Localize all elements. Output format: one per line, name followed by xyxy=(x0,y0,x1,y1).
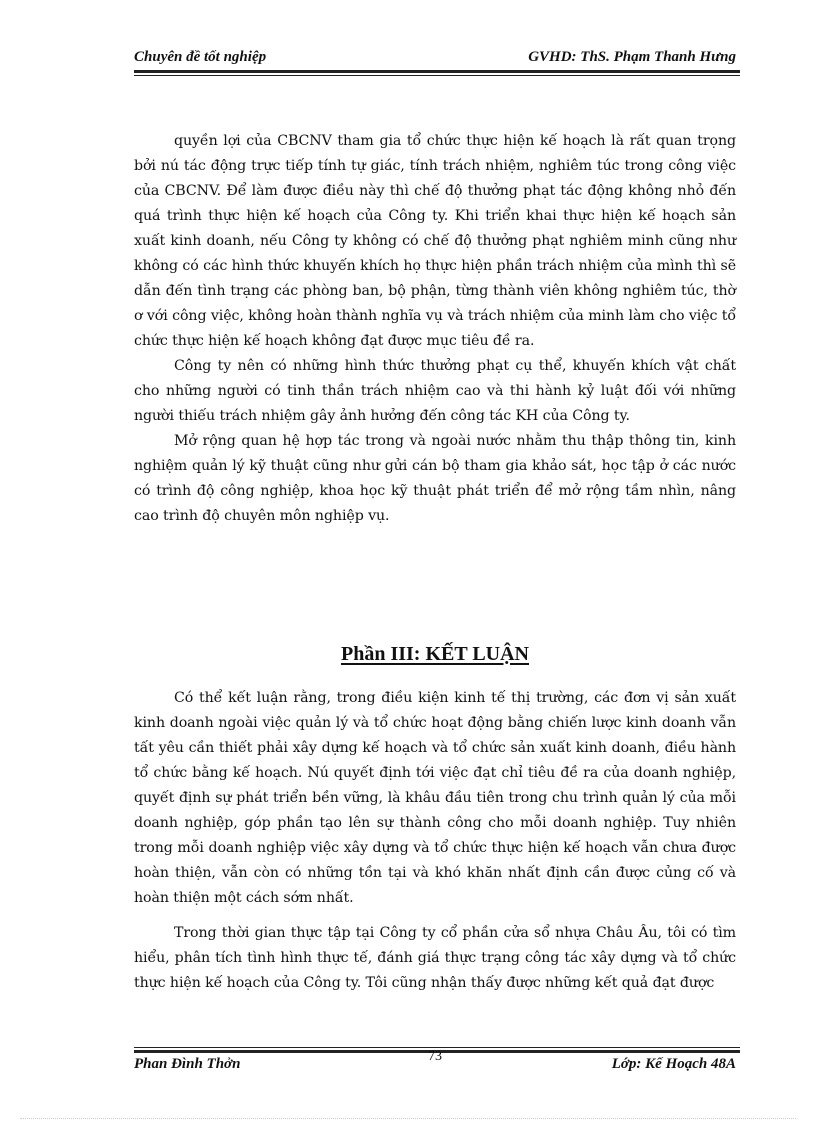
paragraph: Trong thời gian thực tập tại Công ty cổ phần cửa sổ nhựa Châu Âu, tôi có tìm hiểu, phân tích tình hình thực tế, đánh giá thực trạng công tác xây dựng và tổ chức thực hiện kế hoạch của Công ty. Tôi cũng nhận thấy được những kết quả đạt được xyxy=(134,925,736,991)
section-heading: Phần III: KẾT LUẬN xyxy=(340,643,530,665)
footer-rule-thin xyxy=(134,1047,740,1048)
section-conclusion xyxy=(134,686,736,996)
paragraph: Có thể kết luận rằng, trong điều kiện kinh tế thị trường, các đơn vị sản xuất kinh doanh ngoài việc quản lý và tổ chức hoạt động bằng chiến lược kinh doanh vẫn tất yêu cần thiết phải xây dựng kế hoạch và tổ chức sản xuất kinh doanh, điều hành tổ chức bằng kế hoạch. Nú quyết định tới việc đạt chỉ tiêu đề ra của doanh nghiệp, quyết định sự phát triển bền vững, là khâu đầu tiên trong chu trình quản lý của mỗi doanh nghiệp, góp phần tạo lên sự thành công cho mỗi doanh nghiệp. Tuy nhiên trong mỗi doanh nghiệp việc xây dựng và tổ chức thực hiện kế hoạch vẫn chưa được hoàn thiện, vẫn còn có những tồn tại và khó khăn nhất định cần được củng cố và hoàn thiện một cách sớm nhất. xyxy=(134,690,736,906)
section-recommendations xyxy=(134,129,736,529)
footer-class: Lớp: Kế Hoạch 48A xyxy=(611,1056,736,1072)
header-left-title: Chuyên đề tốt nghiệp xyxy=(134,49,267,65)
paragraph: Mở rộng quan hệ hợp tác trong và ngoài nước nhằm thu thập thông tin, kinh nghiệm quản lý kỹ thuật cũng như gửi cán bộ tham gia khảo sát, học tập ở các nước có trình độ công nghiệp, khoa học kỹ thuật phát triển để mở rộng tầm nhìn, nâng cao trình độ chuyên môn nghiệp vụ. xyxy=(134,433,736,524)
bottom-dotted-border xyxy=(20,1118,796,1119)
page-number: 73 xyxy=(428,1049,442,1064)
paragraph: quyền lợi của CBCNV tham gia tổ chức thực hiện kế hoạch là rất quan trọng bởi nú tác động trực tiếp tính tự giác, tính trách nhiệm, nghiêm túc trong công việc của CBCNV. Để làm được điều này thì chế độ thưởng phạt tác động không nhỏ đến quá trình thực hiện kế hoạch của Công ty. Khi triển khai thực hiện kế hoạch sản xuất kinh doanh, nếu Công ty không có chế độ thưởng phạt nghiêm minh cũng như không có các hình thức khuyến khích họ thực hiện phần trách nhiệm của mình thì sẽ dẫn đến tình trạng các phòng ban, bộ phận, từng thành viên không nghiêm túc, thờ ơ với công việc, không hoàn thành nghĩa vụ và trách nhiệm của minh làm cho việc tổ chức thực hiện kế hoạch không đạt được mục tiêu đề ra. xyxy=(134,133,736,349)
header-right-advisor: GVHD: ThS. Phạm Thanh Hưng xyxy=(528,49,736,65)
page-footer xyxy=(134,1049,736,1076)
header-rule-thin xyxy=(134,75,740,76)
paragraph: Công ty nên có những hình thức thưởng phạt cụ thể, khuyến khích vật chất cho những người có tinh thần trách nhiệm cao và thi hành kỷ luật đối với những người thiếu trách nhiệm gây ảnh hưởng đến công tác KH của Công ty. xyxy=(134,358,736,424)
page-header xyxy=(134,49,736,69)
header-rule-thick xyxy=(134,70,740,73)
footer-author: Phan Đình Thởn xyxy=(134,1056,241,1072)
